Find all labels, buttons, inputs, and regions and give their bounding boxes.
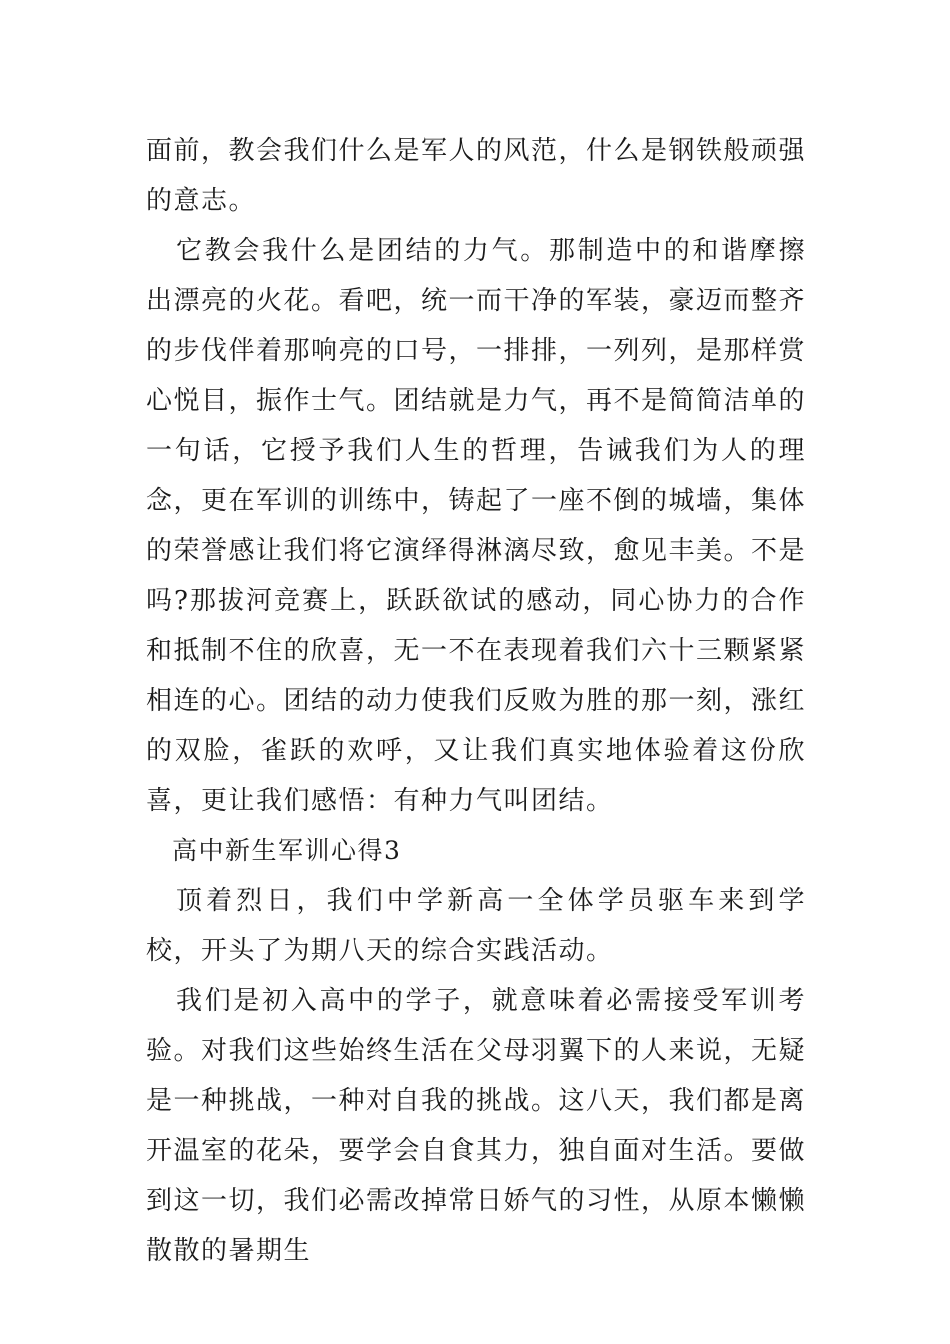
section-heading: 高中新生军训心得3 — [172, 836, 402, 865]
paragraph-unity: 它教会我什么是团结的力气。那制造中的和谐摩擦出漂亮的火花。看吧，统一而干净的军装，豪迈而整齐的步伐伴着那响亮的口号，一排排，一列列，是那样赏心悦目，振作士气。团结就是力气，再不是简简洁单的一句话，它授予我们人生的哲理，告诫我们为人的理念，更在军训的训练中，铸起了一座不倒的城墙，集体的荣誉感让我们将它演绎得淋漓尽致，愈见丰美。不是吗?那拔河竞赛上，跃跃欲试的感动，同心协力的合作和抵制不住的欣喜，无一不在表现着我们六十三颗紧紧相连的心。团结的动力使我们反败为胜的那一刻，涨红的双脸，雀跃的欢呼，又让我们真实地体验着这份欣喜，更让我们感悟：有种力气叫团结。 — [146, 236, 807, 816]
paragraph-arrival: 顶着烈日，我们中学新高一全体学员驱车来到学校，开头了为期八天的综合实践活动。 — [146, 886, 806, 966]
paragraph-challenge: 我们是初入高中的学子，就意味着必需接受军训考验。对我们这些始终生活在父母羽翼下的人来说，无疑是一种挑战，一种对自我的挑战。这八天，我们都是离开温室的花朵，要学会自食其力，独自面对生活。要做到这一切，我们必需改掉常日娇气的习性，从原本懒懒散散的暑期生 — [146, 986, 807, 1266]
paragraph-continuation: 面前，教会我们什么是军人的风范，什么是钢铁般顽强的意志。 — [146, 136, 807, 216]
document-body — [146, 126, 806, 1276]
